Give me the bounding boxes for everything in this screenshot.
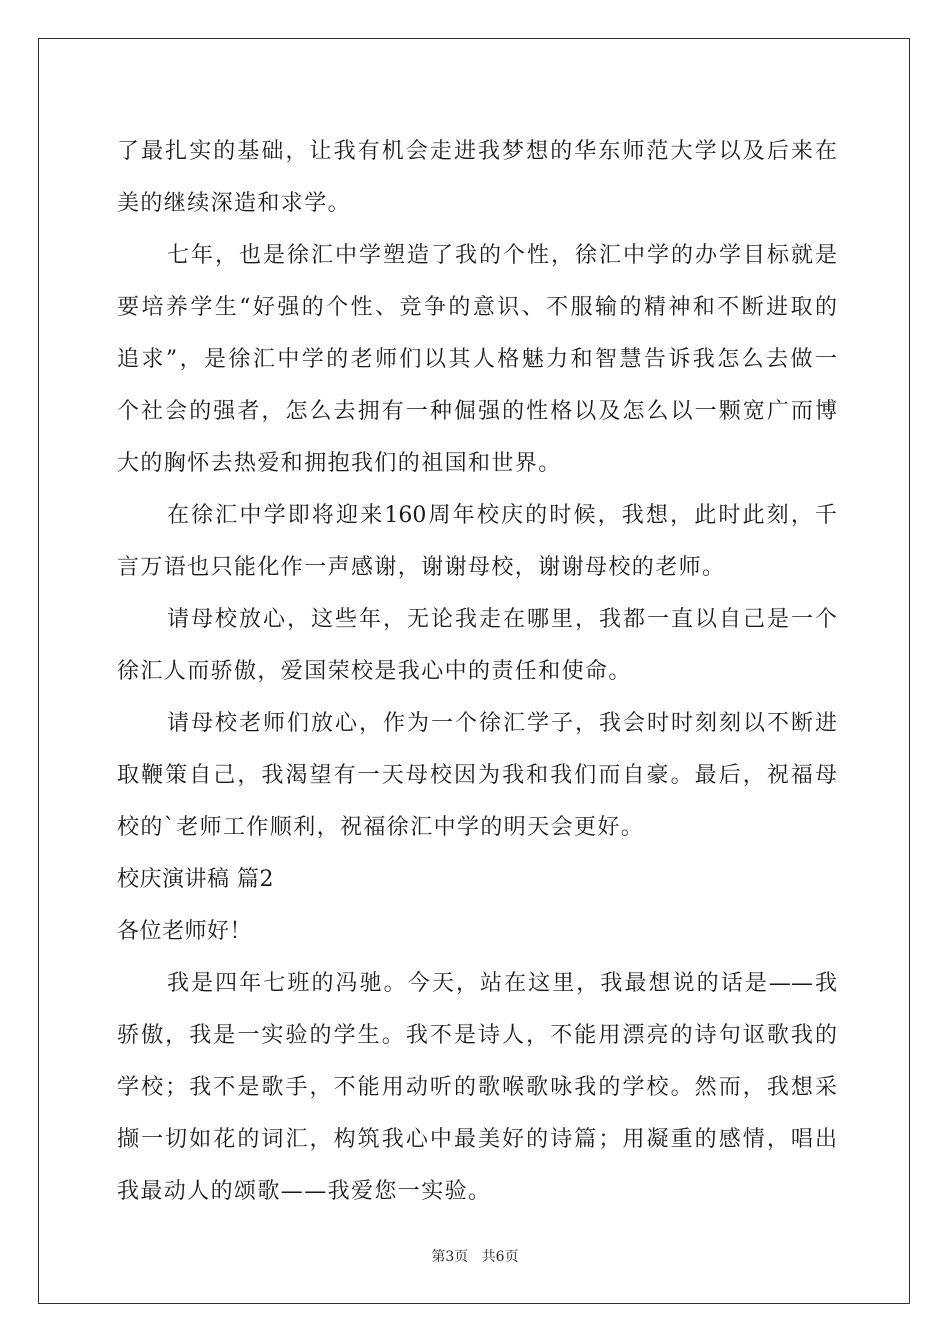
text-line: 了最扎实的基础，让我有机会走进我梦想的华东师范大学以及后来在 xyxy=(117,139,837,164)
text-line: 个社会的强者，怎么去拥有一种倔强的性格以及怎么以一颗宽广而博 xyxy=(117,399,837,424)
text-line: 言万语也只能化作一声感谢，谢谢母校，谢谢母校的老师。 xyxy=(117,555,726,580)
text-line: 取鞭策自己，我渴望有一天母校因为我和我们而自豪。最后，祝福母 xyxy=(117,763,837,788)
text-line: 徐汇人而骄傲，爱国荣校是我心中的责任和使命。 xyxy=(117,659,632,684)
text-line: 请母校放心，这些年，无论我走在哪里，我都一直以自己是一个 xyxy=(167,607,837,632)
text-line: 要培养学生“好强的个性、竞争的意识、不服输的精神和不断进取的 xyxy=(117,295,837,320)
text-line: 学校；我不是歌手，不能用动听的歌喉歌咏我的学校。然而，我想采 xyxy=(117,1075,837,1100)
text-line: 追求”，是徐汇中学的老师们以其人格魅力和智慧告诉我怎么去做一 xyxy=(117,347,837,372)
text-line: 美的继续深造和求学。 xyxy=(117,191,352,216)
page-total: 共6页 xyxy=(481,1249,519,1265)
text-line: 我是四年七班的冯驰。今天，站在这里，我最想说的话是——我 xyxy=(167,971,837,996)
page-footer xyxy=(0,1246,950,1266)
greeting: 各位老师好！ xyxy=(117,919,253,944)
document-body xyxy=(117,126,837,1218)
text-line: 请母校老师们放心，作为一个徐汇学子，我会时时刻刻以不断进 xyxy=(167,711,837,736)
text-line: 大的胸怀去热爱和拥抱我们的祖国和世界。 xyxy=(117,451,562,476)
text-line: 我最动人的颂歌——我爱您一实验。 xyxy=(117,1179,492,1204)
text-line: 撷一切如花的词汇，构筑我心中最美好的诗篇；用凝重的感情，唱出 xyxy=(117,1127,837,1152)
text-line: 骄傲，我是一实验的学生。我不是诗人，不能用漂亮的诗句讴歌我的 xyxy=(117,1023,837,1048)
text-line: 校的`老师工作顺利，祝福徐汇中学的明天会更好。 xyxy=(117,815,645,840)
text-line: 在徐汇中学即将迎来160周年校庆的时候，我想，此时此刻，千 xyxy=(167,503,837,528)
page-number: 第3页 xyxy=(431,1249,469,1265)
section-title: 校庆演讲稿 篇2 xyxy=(117,867,274,892)
text-line: 七年，也是徐汇中学塑造了我的个性，徐汇中学的办学目标就是 xyxy=(167,243,837,268)
